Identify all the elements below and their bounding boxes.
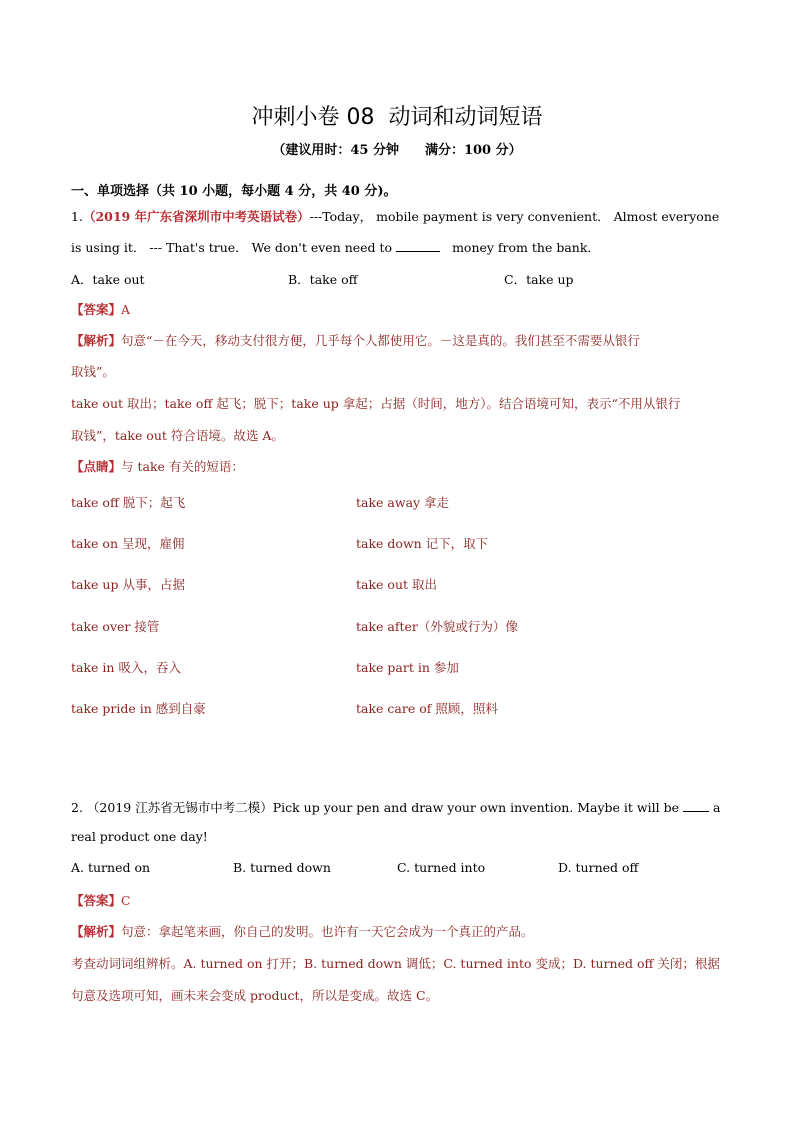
answer-blank bbox=[683, 799, 709, 812]
phrase-item: take out 取出 bbox=[356, 577, 437, 592]
option-a: A. turned on bbox=[71, 860, 151, 875]
option-b: B. turned down bbox=[233, 860, 331, 875]
answer-blank bbox=[396, 239, 440, 252]
question-text: a bbox=[712, 800, 721, 815]
analysis-line-2: 考查动词词组辨析。A. turned on 打开；B. turned down 调低；C. turned into 变成；D. turned off 关闭；根据 bbox=[71, 956, 720, 971]
option-c: C. turned into bbox=[397, 860, 486, 875]
analysis-tag: 【解析】 bbox=[71, 333, 122, 348]
analysis-text: 句意“－在今天，移动支付很方便，几乎每个人都使用它。－这是真的。我们甚至不需要从银行 bbox=[121, 333, 640, 348]
answer-value: A bbox=[121, 302, 131, 317]
option-b: B．take off bbox=[288, 272, 358, 287]
analysis-line-1 bbox=[71, 922, 534, 940]
full-score: 满分：100 分） bbox=[424, 143, 522, 158]
question-text: money from the bank． bbox=[452, 240, 600, 255]
question-1-line-2 bbox=[71, 238, 600, 256]
question-text: Pick up your pen and draw your own invention. Maybe it will be bbox=[272, 800, 679, 815]
question-source: （2019 江苏省无锡市中考二模） bbox=[86, 800, 273, 815]
phrase-item: take up 从事，占据 bbox=[71, 577, 185, 592]
question-text: is using it． --- That's true． We don't even need to bbox=[71, 240, 393, 255]
question-1-line-1 bbox=[71, 207, 719, 225]
question-text: ---Today， mobile payment is very convenient． Almost everyone bbox=[309, 209, 720, 224]
question-number: 1. bbox=[71, 209, 83, 224]
option-a: A．take out bbox=[71, 272, 145, 287]
analysis-line-3: 句意及选项可知，画未来会变成 product，所以是变成。故选 C。 bbox=[71, 988, 439, 1003]
phrase-item: take care of 照顾，照料 bbox=[356, 701, 498, 716]
phrase-item: take pride in 感到自豪 bbox=[71, 701, 206, 716]
title-sub: 动词和动词短语 bbox=[388, 105, 543, 130]
question-number: 2. bbox=[71, 800, 83, 815]
phrase-item: take over 接管 bbox=[71, 619, 160, 634]
analysis-line-2: 取钱”。 bbox=[71, 364, 115, 379]
analysis-line-3: take out 取出；take off 起飞；脱下；take up 拿起；占据（时间，地方）。结合语境可知，表示“不用从银行 bbox=[71, 396, 681, 411]
analysis-tag: 【解析】 bbox=[71, 924, 122, 939]
phrase-item: take away 拿走 bbox=[356, 495, 450, 510]
phrase-item: take down 记下，取下 bbox=[356, 536, 489, 551]
option-c: C．take up bbox=[504, 272, 574, 287]
answer-value: C bbox=[121, 893, 131, 908]
phrase-item: take after（外貌或行为）像 bbox=[356, 619, 518, 634]
phrase-item: take on 呈现，雇佣 bbox=[71, 536, 185, 551]
phrase-item: take part in 参加 bbox=[356, 660, 459, 675]
answer-line bbox=[71, 300, 130, 318]
question-source: （2019 年广东省深圳市中考英语试卷） bbox=[82, 209, 310, 224]
title-main: 冲刺小卷 08 bbox=[251, 105, 375, 130]
option-d: D. turned off bbox=[558, 860, 639, 875]
tip-tag: 【点睛】 bbox=[71, 459, 122, 474]
suggested-time: （建议用时：45 分钟 bbox=[272, 143, 399, 158]
phrase-item: take in 吸入，吞入 bbox=[71, 660, 181, 675]
question-2-line-2: real product one day! bbox=[71, 829, 208, 844]
page-title bbox=[0, 100, 794, 131]
tip-line bbox=[71, 457, 244, 475]
analysis-text: 句意：拿起笔来画，你自己的发明。也许有一天它会成为一个真正的产品。 bbox=[121, 924, 534, 939]
section-heading: 一、单项选择（共 10 小题，每小题 4 分，共 40 分)。 bbox=[71, 184, 397, 199]
answer-tag: 【答案】 bbox=[71, 893, 122, 908]
analysis-line-1 bbox=[71, 331, 640, 349]
tip-text: 与 take 有关的短语： bbox=[121, 459, 244, 474]
answer-line bbox=[71, 891, 131, 909]
analysis-line-4: 取钱”，take out 符合语境。故选 A。 bbox=[71, 428, 284, 443]
answer-tag: 【答案】 bbox=[71, 302, 122, 317]
page-subtitle bbox=[0, 139, 794, 158]
question-2-line-1 bbox=[71, 798, 720, 816]
phrase-item: take off 脱下；起飞 bbox=[71, 495, 186, 510]
